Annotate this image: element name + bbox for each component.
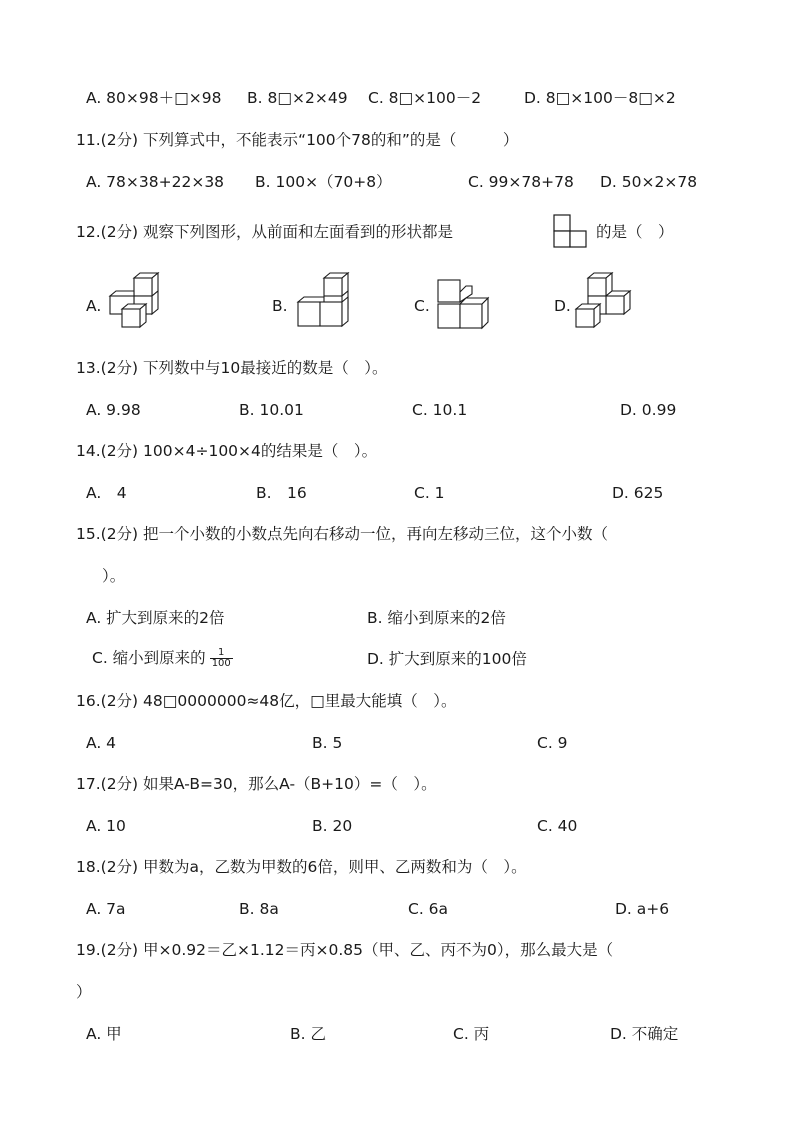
q19-option-b[interactable]: B. 乙: [290, 1025, 326, 1043]
q19-option-a[interactable]: A. 甲: [86, 1025, 122, 1043]
q19-option-c[interactable]: C. 丙: [453, 1025, 490, 1043]
q10-option-c[interactable]: C. 8□×100－2: [368, 89, 482, 107]
q13-option-d[interactable]: D. 0.99: [620, 401, 677, 419]
cube-figure-c-icon[interactable]: [434, 272, 490, 332]
q15-option-c[interactable]: [92, 648, 233, 669]
q13-option-b[interactable]: B. 10.01: [239, 401, 304, 419]
q15-stem-line1: 15.(2分) 把一个小数的小数点先向右移动一位，再向左移动三位，这个小数（: [76, 525, 609, 543]
q14-option-c[interactable]: C. 1: [414, 484, 445, 502]
q11-option-c[interactable]: C. 99×78+78: [468, 173, 574, 191]
q11-option-d[interactable]: D. 50×2×78: [600, 173, 698, 191]
q14-stem: 14.(2分) 100×4÷100×4的结果是（ ）。: [76, 442, 378, 460]
q12-option-d[interactable]: D.: [554, 297, 571, 315]
q10-option-d[interactable]: D. 8□×100－8□×2: [524, 89, 676, 107]
q16-option-a[interactable]: A. 4: [86, 734, 117, 752]
q13-option-c[interactable]: C. 10.1: [412, 401, 468, 419]
q15-option-b[interactable]: B. 缩小到原来的2倍: [367, 609, 506, 627]
q10-option-b[interactable]: B. 8□×2×49: [247, 89, 348, 107]
q14-option-a[interactable]: A. 4: [86, 484, 127, 502]
cube-figure-b-icon[interactable]: [292, 272, 356, 334]
q12-option-a[interactable]: A.: [86, 297, 102, 315]
q18-option-b[interactable]: B. 8a: [239, 900, 279, 918]
q18-option-a[interactable]: A. 7a: [86, 900, 126, 918]
q16-option-b[interactable]: B. 5: [312, 734, 343, 752]
q18-option-c[interactable]: C. 6a: [408, 900, 449, 918]
q11-stem: 11.(2分) 下列算式中，不能表示“100个78的和”的是（ ）: [76, 131, 519, 149]
q19-option-d[interactable]: D. 不确定: [610, 1025, 679, 1043]
q10-option-a[interactable]: A. 80×98＋□×98: [86, 89, 222, 107]
q19-stem-line1: 19.(2分) 甲×0.92＝乙×1.12＝丙×0.85（甲、乙、丙不为0），那么最大是（: [76, 941, 614, 959]
q17-option-a[interactable]: A. 10: [86, 817, 126, 835]
q17-option-b[interactable]: B. 20: [312, 817, 353, 835]
cube-figure-d-icon[interactable]: [574, 272, 638, 332]
q15-stem-line2: ）。: [102, 567, 126, 585]
q16-option-c[interactable]: C. 9: [537, 734, 568, 752]
q18-stem: 18.(2分) 甲数为a，乙数为甲数的6倍，则甲、乙两数和为（ ）。: [76, 858, 527, 876]
q15-option-d[interactable]: D. 扩大到原来的100倍: [367, 650, 527, 668]
q13-stem: 13.(2分) 下列数中与10最接近的数是（ ）。: [76, 359, 388, 377]
q12-stem-before: 12.(2分) 观察下列图形，从前面和左面看到的形状都是: [76, 223, 454, 241]
front-left-view-icon: [553, 214, 589, 248]
fraction-one-hundredth: [210, 648, 233, 669]
q17-stem: 17.(2分) 如果A-B=30，那么A-（B+10）=（ ）。: [76, 775, 437, 793]
q17-option-c[interactable]: C. 40: [537, 817, 578, 835]
fraction-denominator: 100: [211, 658, 231, 669]
q14-option-b[interactable]: B. 16: [256, 484, 307, 502]
q15-option-c-label: C. 缩小到原来的: [92, 649, 206, 667]
q16-stem: 16.(2分) 48□0000000≈48亿，□里最大能填（ ）。: [76, 692, 457, 710]
q18-option-d[interactable]: D. a+6: [615, 900, 670, 918]
q12-option-c[interactable]: C.: [414, 297, 430, 315]
q19-stem-line2: ）: [76, 983, 92, 1001]
q12-stem-after: 的是（ ）: [596, 223, 674, 241]
q12-option-b[interactable]: B.: [272, 297, 288, 315]
q13-option-a[interactable]: A. 9.98: [86, 401, 141, 419]
q11-option-b[interactable]: B. 100×（70+8）: [255, 173, 392, 191]
cube-figure-a-icon[interactable]: [102, 272, 162, 334]
q15-option-a[interactable]: A. 扩大到原来的2倍: [86, 609, 225, 627]
q14-option-d[interactable]: D. 625: [612, 484, 664, 502]
fraction-numerator: 1: [210, 648, 233, 659]
q11-option-a[interactable]: A. 78×38+22×38: [86, 173, 225, 191]
